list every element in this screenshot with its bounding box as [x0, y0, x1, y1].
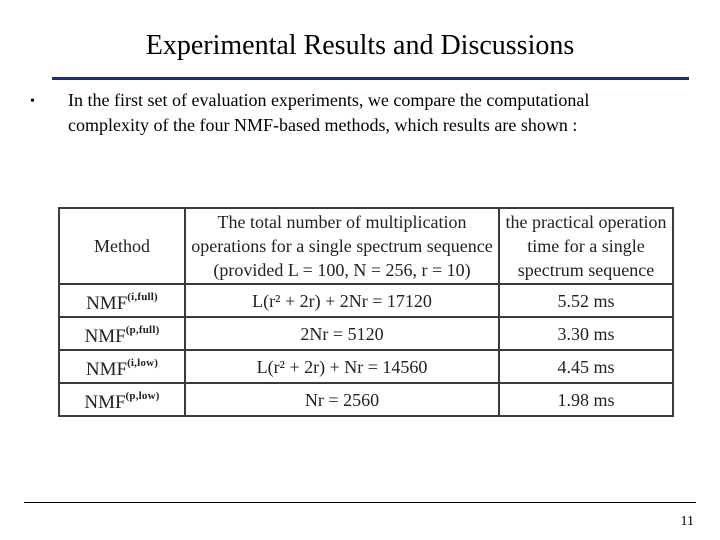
bullet-marker: •: [30, 94, 35, 109]
table-header-row: [59, 208, 673, 284]
footer-divider: [24, 502, 696, 503]
time-cell: 5.52 ms: [499, 284, 673, 317]
header-time: the practical operation time for a single spectrum sequence: [499, 208, 673, 284]
table-row: [59, 284, 673, 317]
page-number: 11: [680, 514, 694, 529]
table-row: [59, 317, 673, 350]
table-row: [59, 383, 673, 416]
method-variant: (i,low): [127, 357, 159, 369]
method-cell: [59, 317, 185, 350]
operations-cell: L(r² + 2r) + 2Nr = 17120: [185, 284, 499, 317]
method-cell: [59, 350, 185, 383]
header-method: Method: [59, 208, 185, 284]
slide-title: Experimental Results and Discussions: [145, 30, 575, 61]
intro-paragraph: In the first set of evaluation experiments, we compare the computational complexity of the four NMF-based methods, which results are shown :: [68, 90, 590, 135]
method-variant: (i,full): [127, 291, 158, 303]
method-name: NMF: [84, 392, 126, 413]
method-name: NMF: [85, 359, 128, 380]
results-table: [58, 207, 674, 417]
operations-cell: Nr = 2560: [185, 383, 499, 416]
method-cell: [59, 383, 185, 416]
title-divider: [52, 77, 689, 80]
time-cell: 4.45 ms: [499, 350, 673, 383]
time-cell: 3.30 ms: [499, 317, 673, 350]
method-cell: [59, 284, 185, 317]
operations-cell: L(r² + 2r) + Nr = 14560: [185, 350, 499, 383]
method-variant: (p,full): [125, 324, 160, 336]
method-name: NMF: [84, 326, 126, 347]
operations-cell: 2Nr = 5120: [185, 317, 499, 350]
table-row: [59, 350, 673, 383]
method-variant: (p,low): [125, 390, 160, 402]
method-name: NMF: [86, 293, 128, 314]
time-cell: 1.98 ms: [499, 383, 673, 416]
header-operations: The total number of multiplication operations for a single spectrum sequence (provided L = 100, N = 256, r = 10): [185, 208, 499, 284]
